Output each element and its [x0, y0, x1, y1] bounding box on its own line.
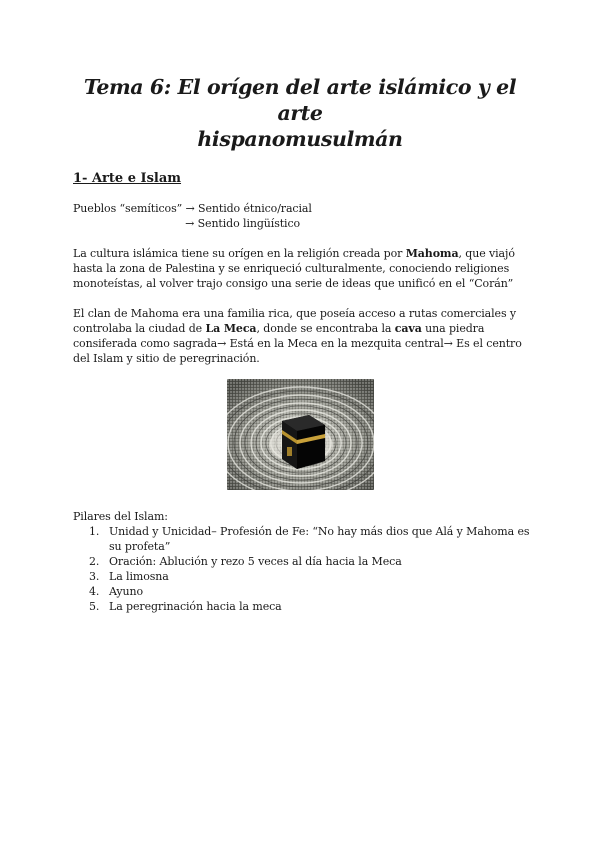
title-line-1: Tema 6: El orígen del arte islámico y el arte	[83, 75, 517, 125]
list-text: La limosna	[109, 570, 169, 583]
list-item	[73, 584, 533, 599]
document-title	[60, 74, 540, 152]
bold-term: Mahoma	[405, 247, 459, 260]
section-heading: 1- Arte e Islam	[73, 171, 182, 186]
paragraph-text: La cultura islámica tiene su orígen en la religión creada por	[73, 247, 406, 260]
list-number: 3.	[89, 570, 100, 583]
bold-term: cava	[394, 322, 422, 335]
bold-term: La Meca	[205, 322, 257, 335]
list-text: Ayuno	[109, 585, 144, 598]
list-number: 2.	[89, 555, 100, 568]
pilares-list	[73, 524, 533, 614]
list-number: 4.	[89, 585, 100, 598]
list-item	[73, 524, 533, 554]
paragraph-origen	[73, 246, 533, 291]
semiticos-block	[73, 201, 312, 231]
list-item	[73, 554, 533, 569]
title-line-2: hispanomusulmán	[197, 127, 403, 151]
paragraph-text: , que viajó hasta la zona de Palestina y se enriqueció culturalmente, conociendo religiones monoteístas, al volver trajo consigo una serie de ideas que unificó en el “Corán”	[73, 247, 515, 290]
list-number: 1.	[89, 525, 100, 538]
kaaba-photo	[227, 379, 374, 490]
list-number: 5.	[89, 600, 100, 613]
list-text: La peregrinación hacia la meca	[109, 600, 282, 613]
paragraph-text: , donde se encontraba la	[256, 322, 395, 335]
semiticos-line-1: Pueblos “semíticos” → Sentido étnico/racial	[73, 202, 312, 215]
pilares-label: Pilares del Islam:	[73, 510, 168, 523]
paragraph-text: El clan de Mahoma era una familia rica, que poseía acceso a rutas comerciales y controlaba la ciudad de	[73, 307, 517, 335]
semiticos-line-2: → Sentido lingüístico	[73, 217, 301, 230]
list-text: Oración: Ablución y rezo 5 veces al día hacia la Meca	[109, 555, 402, 568]
list-text: Unidad y Unicidad– Profesión de Fe: “No hay más dios que Alá y Mahoma es su profeta”	[109, 525, 530, 553]
paragraph-clan	[73, 306, 533, 366]
kaaba-illustration	[227, 379, 374, 490]
paragraph-text: una piedra consiferada como sagrada→ Está en la Meca en la mezquita central→ Es el centro del Islam y sitio de peregrinación.	[73, 322, 522, 365]
list-item	[73, 569, 533, 584]
list-item	[73, 599, 533, 614]
